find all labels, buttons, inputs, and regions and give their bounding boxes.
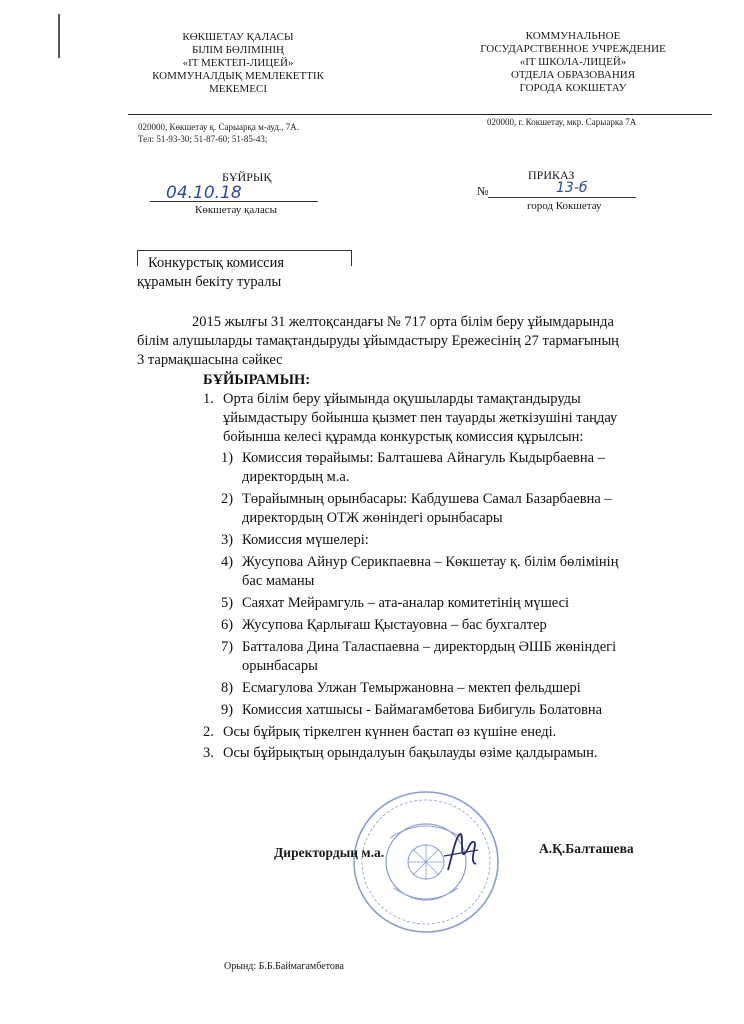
member-text: директордың ОТЖ жөніндегі орынбасары (242, 510, 503, 526)
subject-line-1: Конкурстық комиссия (148, 255, 285, 271)
member-text: Саяхат Мейрамгуль – ата-аналар комитетінің мүшесі (242, 595, 570, 611)
header-divider (128, 114, 712, 115)
subject-bracket-top (137, 250, 351, 251)
order-title-kz: БҰЙРЫҚ (222, 170, 272, 184)
order-title-ru: ПРИКАЗ (528, 168, 575, 182)
item-text: ұйымдастыру бойынша қызмет пен тауарды жеткізушіні таңдау (223, 410, 618, 426)
header-right-line: ОТДЕЛА ОБРАЗОВАНИЯ (510, 69, 636, 81)
header-left-line: КОММУНАЛДЫҚ МЕМЛЕКЕТТІК (152, 70, 324, 82)
member-number: 7) (221, 639, 234, 655)
handwritten-signature-icon (438, 826, 484, 876)
item-number: 1. (203, 391, 214, 407)
member-text: директордың м.а. (242, 469, 350, 485)
header-left-line: КӨКШЕТАУ ҚАЛАСЫ (182, 31, 294, 43)
member-text: орынбасары (242, 658, 318, 674)
item-number: 2. (203, 724, 214, 740)
item-text: Осы бұйрық тіркелген күннен бастап өз күшіне енеді. (223, 724, 557, 740)
order-heading: БҰЙЫРАМЫН: (203, 372, 311, 388)
header-left-phone: Тел: 51-93-30; 51-87-60; 51-85-43; (138, 134, 268, 144)
scan-margin-mark (58, 14, 60, 58)
member-text: Жусупова Қарлығаш Қыстауовна – бас бухгалтер (242, 617, 547, 633)
order-number-line (488, 197, 636, 198)
header-left (138, 31, 338, 96)
preamble-line: білім алушыларды тамақтандыруды ұйымдастыру Ережесінің 27 тармағының (137, 333, 619, 349)
member-text: бас маманы (242, 573, 315, 589)
signature-name: А.Қ.Балташева (539, 841, 634, 856)
member-text: Есмагулова Улжан Темыржановна – мектеп фельдшері (242, 680, 581, 696)
signature-title: Директордың м.а. (274, 845, 385, 860)
member-number: 6) (221, 617, 234, 633)
member-number: 3) (221, 532, 234, 548)
member-text: Комиссия хатшысы - Баймагамбетова Бибигуль Болатовна (242, 702, 603, 718)
item-text: Осы бұйрықтың орындалуын бақылауды өзіме қалдырамын. (223, 745, 598, 761)
item-text: Орта білім беру ұйымында оқушыларды тамақтандыруды (223, 391, 581, 407)
header-right-line: КОММУНАЛЬНОЕ (525, 30, 621, 42)
header-left-address: 020000, Көкшетау қ. Сарыарқа м-ауд., 7А. (138, 122, 299, 132)
header-right-line: «IT ШКОЛА-ЛИЦЕЙ» (519, 56, 627, 68)
order-number-prefix: № (477, 184, 489, 198)
subject-bracket-right (351, 250, 352, 266)
member-number: 9) (221, 702, 234, 718)
order-city-kz: Көкшетау қаласы (195, 204, 278, 216)
header-right-line: ГОРОДА КОКШЕТАУ (519, 82, 627, 94)
preamble-line: 2015 жылғы 31 желтоқсандағы № 717 орта білім беру ұйымдарында (192, 314, 614, 330)
header-left-line: «IT МЕКТЕП-ЛИЦЕЙ» (182, 57, 294, 69)
order-number: 13-б (556, 180, 588, 196)
member-number: 8) (221, 680, 234, 696)
member-text: Батталова Дина Таласпаевна – директордың ӘШБ жөніндегі (242, 639, 617, 655)
member-number: 1) (221, 450, 234, 466)
subject-line-2: құрамын бекіту туралы (137, 274, 282, 290)
executor-note: Орынд: Б.Б.Баймагамбетова (224, 961, 344, 972)
order-city-ru: город Кокшетау (527, 200, 602, 212)
preamble-line: 3 тармақшасына сәйкес (137, 352, 283, 368)
order-date-line (150, 201, 318, 202)
item-number: 3. (203, 745, 214, 761)
header-right-line: ГОСУДАРСТВЕННОЕ УЧРЕЖДЕНИЕ (480, 43, 666, 55)
order-date: 04.10.18 (166, 183, 242, 203)
header-right-address: 020000, г. Кокшетау, мкр. Сарыарка 7А (487, 117, 637, 127)
header-left-line: БІЛІМ БӨЛІМІНІҢ (191, 44, 284, 56)
member-number: 5) (221, 595, 234, 611)
member-text: Төрайымның орынбасары: Кабдушева Самал Базарбаевна – (242, 491, 612, 507)
member-text: Комиссия мүшелері: (242, 532, 369, 548)
member-text: Жусупова Айнур Серикпаевна – Көкшетау қ. білім бөлімінің (242, 554, 619, 570)
member-number: 2) (221, 491, 234, 507)
member-text: Комиссия төрайымы: Балташева Айнагуль Кыдырбаевна – (242, 450, 605, 466)
header-right (450, 30, 696, 95)
header-left-line: МЕКЕМЕСІ (208, 83, 268, 95)
subject-bracket-left (137, 250, 138, 266)
member-number: 4) (221, 554, 234, 570)
item-text: бойынша келесі құрамда конкурстық комиссия құрылсын: (223, 429, 584, 445)
